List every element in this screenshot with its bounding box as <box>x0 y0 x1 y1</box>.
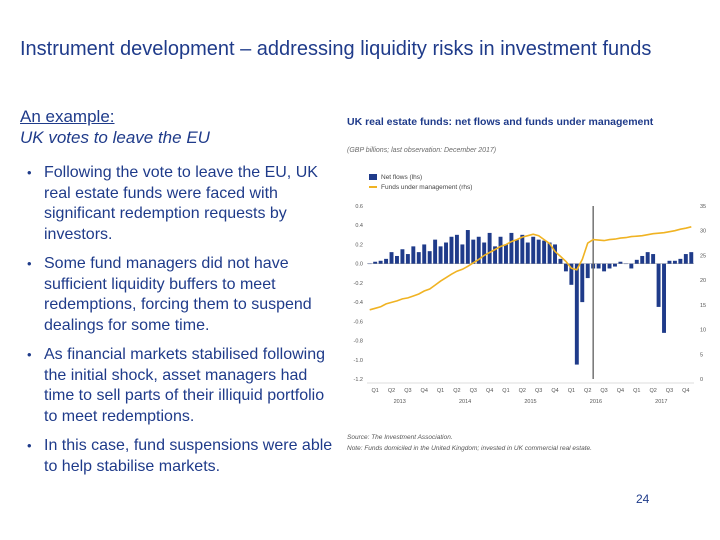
net-flows-bar <box>689 252 693 264</box>
chart-source-line: Source: The Investment Association. <box>347 434 453 441</box>
net-flows-bar <box>553 244 557 263</box>
left-axis-tick-label: 0.4 <box>355 223 363 230</box>
net-flows-bar <box>406 254 410 264</box>
net-flows-bar <box>618 262 622 264</box>
net-flows-bar <box>411 246 415 263</box>
net-flows-bar <box>575 264 579 365</box>
quarter-tick-label: Q2 <box>518 388 526 394</box>
bullet-text: In this case, fund suspensions were able to help stabilise markets. <box>44 437 333 475</box>
left-axis-tick-label: -1.2 <box>353 377 363 383</box>
quarter-tick-label: Q3 <box>665 388 674 394</box>
bullet-icon: • <box>27 165 32 180</box>
year-tick-label: 2013 <box>393 399 406 405</box>
quarter-tick-label: Q4 <box>551 388 559 394</box>
right-axis-tick-label: 10 <box>700 327 707 334</box>
quarter-tick-label: Q2 <box>453 388 461 394</box>
net-flows-bar <box>608 264 612 269</box>
net-flows-bar <box>564 264 568 272</box>
fum-series-line <box>370 227 692 310</box>
net-flows-bar <box>613 264 617 267</box>
net-flows-bar <box>460 244 464 263</box>
quarter-tick-label: Q3 <box>404 388 412 394</box>
net-flows-bar <box>422 244 426 263</box>
net-flows-bar <box>597 264 601 269</box>
quarter-tick-label: Q2 <box>387 388 396 394</box>
quarter-tick-label: Q1 <box>567 388 576 394</box>
net-flows-bar <box>678 259 682 264</box>
net-flows-bar <box>559 259 563 264</box>
net-flows-bar <box>379 261 383 264</box>
net-flows-bar <box>450 237 454 264</box>
right-axis-tick-label: 25 <box>700 253 707 260</box>
right-axis-tick-label: 5 <box>700 352 704 359</box>
net-flows-bar <box>662 264 666 333</box>
net-flows-bar <box>668 261 672 264</box>
bullet-list <box>20 163 340 486</box>
net-flows-bar <box>657 264 661 307</box>
net-flows-bar <box>417 252 421 264</box>
left-axis-tick-label: -0.2 <box>353 280 363 287</box>
net-flows-bar <box>673 261 677 264</box>
year-tick-label: 2015 <box>524 399 537 405</box>
right-axis-tick-label: 0 <box>700 377 704 383</box>
bullet-text: As financial markets stabilised following the initial shock, asset managers had time to sell parts of their illiquid portfolio to meet redemptions. <box>44 346 326 425</box>
net-flows-bar <box>466 230 470 264</box>
quarter-tick-label: Q4 <box>682 388 690 394</box>
left-axis-tick-label: 0.6 <box>355 204 363 210</box>
chart-panel <box>345 114 705 464</box>
net-flows-bar <box>580 264 584 302</box>
bullet-text: Following the vote to leave the EU, UK real estate funds were faced with significant redemption requests by investors. <box>44 164 318 243</box>
net-flows-bar <box>433 240 437 264</box>
bullet-icon: • <box>27 256 32 271</box>
chart-subtitle: (GBP billions; last observation: December 2017) <box>347 147 497 154</box>
right-axis-tick-label: 15 <box>700 302 707 309</box>
bullet-item <box>20 254 340 336</box>
quarter-tick-label: Q1 <box>371 388 379 394</box>
net-flows-bar <box>586 264 590 278</box>
net-flows-bar <box>635 260 639 264</box>
example-subheading <box>20 106 210 148</box>
legend-label: Net flows (lhs) <box>381 173 423 181</box>
net-flows-bar <box>482 243 486 264</box>
net-flows-bar <box>444 243 448 264</box>
net-flows-bar <box>471 240 475 264</box>
quarter-tick-label: Q2 <box>649 388 657 394</box>
net-flows-bar <box>509 233 513 264</box>
bullet-item <box>20 163 340 245</box>
chart-source <box>347 432 592 454</box>
net-flows-bar <box>602 264 606 272</box>
net-flows-bar <box>646 252 650 264</box>
left-axis-tick-label: -0.4 <box>353 300 363 307</box>
net-flows-bar <box>526 243 530 264</box>
net-flows-bar <box>390 252 394 264</box>
net-flows-bar <box>373 262 377 264</box>
example-topic: UK votes to leave the EU <box>20 128 210 147</box>
legend-label: Funds under management (rhs) <box>381 183 473 191</box>
left-axis-tick-label: 0.2 <box>355 242 363 249</box>
net-flows-bar <box>439 246 443 263</box>
quarter-tick-label: Q3 <box>469 388 477 394</box>
quarter-tick-label: Q1 <box>633 388 641 394</box>
slide-title: Instrument development – addressing liquidity risks in investment funds <box>20 38 652 60</box>
example-label: An example: <box>20 107 115 126</box>
left-axis-tick-label: -0.6 <box>353 319 363 326</box>
year-tick-label: 2016 <box>589 399 603 405</box>
net-flows-bar <box>428 251 432 263</box>
net-flows-bar <box>629 264 633 269</box>
quarter-tick-label: Q4 <box>485 388 494 394</box>
net-flows-bar <box>455 235 459 264</box>
left-axis-tick-label: -0.8 <box>353 338 363 345</box>
left-axis-tick-label: -1.0 <box>353 357 363 364</box>
net-flows-bar <box>384 259 388 264</box>
chart-note-line: Note: Funds domiciled in the United Kingdom; invested in UK commercial real estate. <box>347 445 592 452</box>
left-axis-tick-label: 0.0 <box>355 261 363 268</box>
net-flows-bar <box>651 254 655 264</box>
net-flows-bar <box>520 235 524 264</box>
chart-title: UK real estate funds: net flows and funds under management <box>347 116 654 128</box>
right-axis-tick-label: 30 <box>700 228 707 235</box>
quarter-tick-label: Q3 <box>535 388 543 394</box>
net-flows-bar <box>515 240 519 264</box>
net-flows-bar <box>504 244 508 263</box>
chart-plot <box>345 114 705 424</box>
year-tick-label: 2017 <box>655 399 668 405</box>
year-tick-label: 2014 <box>458 399 472 405</box>
right-axis-tick-label: 20 <box>700 278 707 285</box>
quarter-tick-label: Q1 <box>502 388 510 394</box>
quarter-tick-label: Q3 <box>600 388 608 394</box>
net-flows-bar <box>488 233 492 264</box>
quarter-tick-label: Q1 <box>436 388 445 394</box>
net-flows-bar <box>531 237 535 264</box>
net-flows-bar <box>400 249 404 263</box>
right-axis-tick-label: 35 <box>700 204 707 210</box>
quarter-tick-label: Q2 <box>584 388 592 394</box>
net-flows-bar <box>640 256 644 264</box>
bullet-icon: • <box>27 347 32 362</box>
page-number: 24 <box>636 492 650 506</box>
net-flows-bar <box>499 237 503 264</box>
net-flows-bar <box>542 241 546 264</box>
bullet-icon: • <box>27 438 32 453</box>
bullet-item <box>20 345 340 427</box>
net-flows-bar <box>684 254 688 264</box>
net-flows-bar <box>395 256 399 264</box>
quarter-tick-label: Q4 <box>616 388 625 394</box>
bullet-text: Some fund managers did not have sufficient liquidity buffers to meet redemptions, forcing them to suspend dealings for some time. <box>44 255 312 334</box>
net-flows-bar <box>537 240 541 264</box>
bullet-item <box>20 436 340 477</box>
quarter-tick-label: Q4 <box>420 388 428 394</box>
